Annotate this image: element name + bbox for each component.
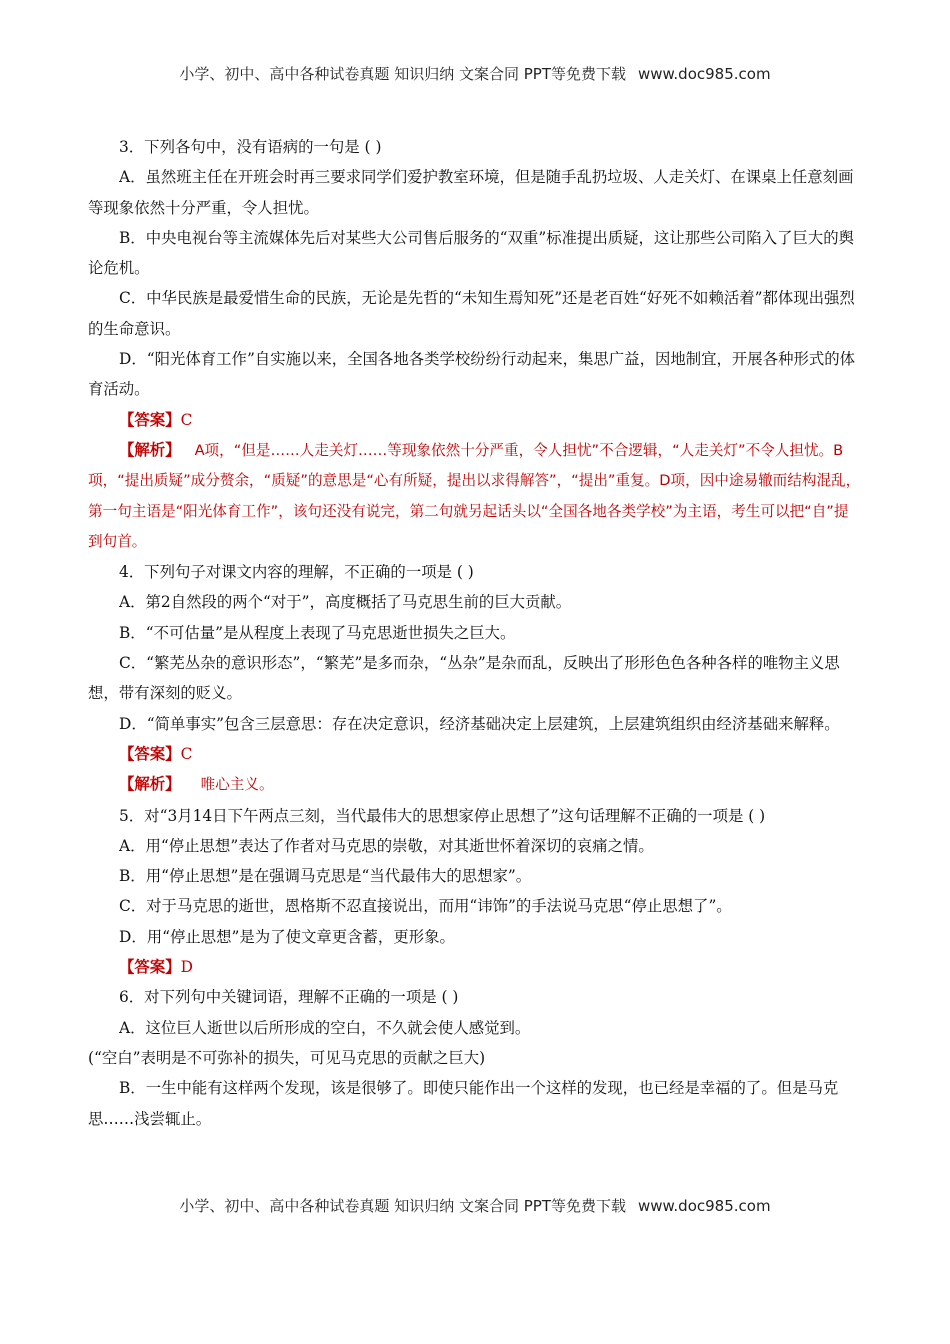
answer-value: C [180,410,193,429]
q4-option-a: A．第2自然段的两个“对于”，高度概括了马克思生前的巨大贡献。 [119,593,572,612]
document-body [88,132,862,1134]
q5-stem: 5．对“3月14日下午两点三刻，当代最伟大的思想家停止思想了”这句话理解不正确的一项是 ( ) [119,806,766,825]
q6-option-a-note: (“空白”表明是不可弥补的损失，可见马克思的贡献之巨大) [88,1048,486,1067]
q4-option-b: B．“不可估量”是从程度上表现了马克思逝世损失之巨大。 [119,623,516,642]
header-text: 小学、初中、高中各种试卷真题 知识归纳 文案合同 PPT等免费下载 [179,65,626,83]
q4-option-c: C．“繁芜丛杂的意识形态”，“繁芜”是多而杂，“丛杂”是杂而乱，反映出了形形色色各种各样的唯物主义思想，带有深刻的贬义。 [88,654,840,703]
q6-option-a: A．这位巨人逝世以后所形成的空白，不久就会使人感觉到。 [119,1018,531,1037]
footer-website: www.doc985.com [637,1197,771,1215]
q4-answer [88,739,862,769]
q5-option-b: B．用“停止思想”是在强调马克思是“当代最伟大的思想家”。 [119,867,532,886]
answer-value: D [180,958,193,977]
q5-option-d: D．用“停止思想”是为了使文章更含蓄，更形象。 [119,927,455,946]
q5-option-c: C．对于马克思的逝世，恩格斯不忍直接说出，而用“讳饰”的手法说马克思“停止思想了”。 [119,897,732,916]
footer-text: 小学、初中、高中各种试卷真题 知识归纳 文案合同 PPT等免费下载 [179,1197,626,1215]
analysis-text: A项，“但是……人走关灯……等现象依然十分严重，令人担忧”不合逻辑，“人走关灯”不令人担忧。B项，“提出质疑”成分赘余，“质疑”的意思是“心有所疑，提出以求得解答”，“提出”重复。D项，因中途易辙而结构混乱，第一句主语是“阳光体育工作”，该句还没有说完，第二句就另起话头以“全国各地各类学校”为主语，考生可以把“自”提到句首。 [88,441,861,550]
answer-value: C [180,744,193,763]
analysis-label: 【解析】 [119,440,181,459]
q3-option-b: B．中央电视台等主流媒体先后对某些大公司售后服务的“双重”标准提出质疑，这让那些公司陷入了巨大的舆论危机。 [88,228,855,278]
q5-option-a: A．用“停止思想”表达了作者对马克思的崇敬，对其逝世怀着深切的哀痛之情。 [119,836,654,855]
q6-option-b: B．一生中能有这样两个发现，该是很够了。即使只能作出一个这样的发现，也已经是幸福的了。但是马克思……浅尝辄止。 [88,1079,839,1128]
q5-answer [88,952,862,982]
q3-option-d: D．“阳光体育工作”自实施以来，全国各地各类学校纷纷行动起来，集思广益，因地制宜，开展各种形式的体育活动。 [88,350,856,399]
q3-option-c: C．中华民族是最爱惜生命的民族，无论是先哲的“未知生焉知死”还是老百姓“好死不如赖活着”都体现出强烈的生命意识。 [88,289,855,338]
header-website: www.doc985.com [637,65,771,83]
analysis-text: 唯心主义。 [200,776,274,794]
answer-label: 【答案】 [119,958,181,977]
q3-stem: 3．下列各句中，没有语病的一句是 ( ) [119,138,382,156]
page-footer [0,1195,950,1216]
q3-option-a: A．虽然班主任在开班会时再三要求同学们爱护教室环境，但是随手乱扔垃圾、人走关灯、在课桌上任意刻画等现象依然十分严重，令人担忧。 [88,168,854,217]
analysis-label: 【解析】 [119,775,181,794]
answer-label: 【答案】 [119,410,181,429]
page-header [0,63,950,84]
q4-analysis [88,769,862,800]
q3-answer [88,405,862,435]
q6-stem: 6．对下列句中关键词语，理解不正确的一项是 ( ) [119,988,459,1007]
q4-option-d: D．“简单事实”包含三层意思：存在决定意识，经济基础决定上层建筑，上层建筑组织由经济基础来解释。 [119,714,840,733]
q4-stem: 4．下列句子对课文内容的理解，不正确的一项是 ( ) [119,563,474,582]
answer-label: 【答案】 [119,744,181,763]
q3-analysis [88,435,862,557]
